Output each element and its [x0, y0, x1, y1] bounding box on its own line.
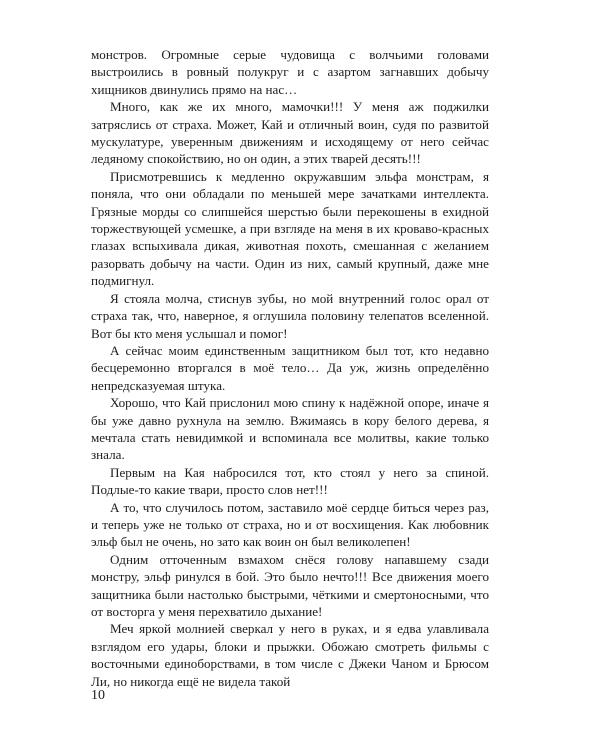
paragraph: Много, как же их много, мамочки!!! У меня аж поджилки затряслись от страха. Может, Кай и отличный воин, судя по развитой мускулатуре, уверенным движениям и исходящему от него сейчас ледяному спокойствию, но он один, а этих тварей десять!!!: [91, 99, 489, 167]
paragraph: Хорошо, что Кай прислонил мою спину к надёжной опоре, иначе я бы уже давно рухнула на землю. Вжимаясь в кору белого дерева, я мечтала стать невидимкой и вспоминала все молитвы, какие только знала.: [91, 395, 489, 463]
paragraph: А то, что случилось потом, заставило моё сердце биться через раз, и теперь уже не только от страха, но и от восхищения. Как любовник эльф был не очень, но зато как воин он был великолепен!: [91, 499, 489, 550]
paragraph: Присмотревшись к медленно окружавшим эльфа монстрам, я поняла, что они обладали по меньшей мере зачатками интеллекта. Грязные морды со слипшейся шерстью были перекошены в ехидной торжествующей усмешке, а при взгляде на меня в их кроваво-красных глазах вспыхивала дикая, животная похоть, смешанная с желанием разорвать добычу на части. Один из них, самый крупный, даже мне подмигнул.: [91, 168, 489, 289]
paragraph-continued: монстров. Огромные серые чудовища с волчьими головами выстроились в ровный полукруг и с азартом загнавших добычу хищников двинулись прямо на нас…: [91, 47, 489, 97]
paragraph: Первым на Кая набросился тот, кто стоял у него за спиной. Подлые-то какие твари, просто слов нет!!!: [91, 464, 489, 498]
paragraph: Я стояла молча, стиснув зубы, но мой внутренний голос орал от страха так, что, наверное, я оглушила половину телепатов вселенной. Вот бы кто меня услышал и помог!: [91, 290, 489, 341]
paragraph: Одним отточенным взмахом снёся голову напавшему сзади монстру, эльф ринулся в бой. Это было нечто!!! Все движения моего защитника были настолько быстрыми, чёткими и смертоносными, что от восторга у меня перехватило дыхание!: [91, 551, 489, 619]
body-text: [91, 46, 489, 690]
page-number: 10: [91, 688, 105, 703]
paragraph: А сейчас моим единственным защитником был тот, кто недавно бесцеремонно вторгался в моё тело… Да уж, жизнь определённо непредсказуемая штука.: [91, 342, 489, 393]
paragraph: Меч яркой молнией сверкал у него в руках, и я едва улавливала взглядом его удары, блоки и прыжки. Обожаю смотреть фильмы с восточными единоборствами, в том числе с Джеки Чаном и Брюсом Ли, но никогда ещё не видела такой: [91, 621, 489, 689]
